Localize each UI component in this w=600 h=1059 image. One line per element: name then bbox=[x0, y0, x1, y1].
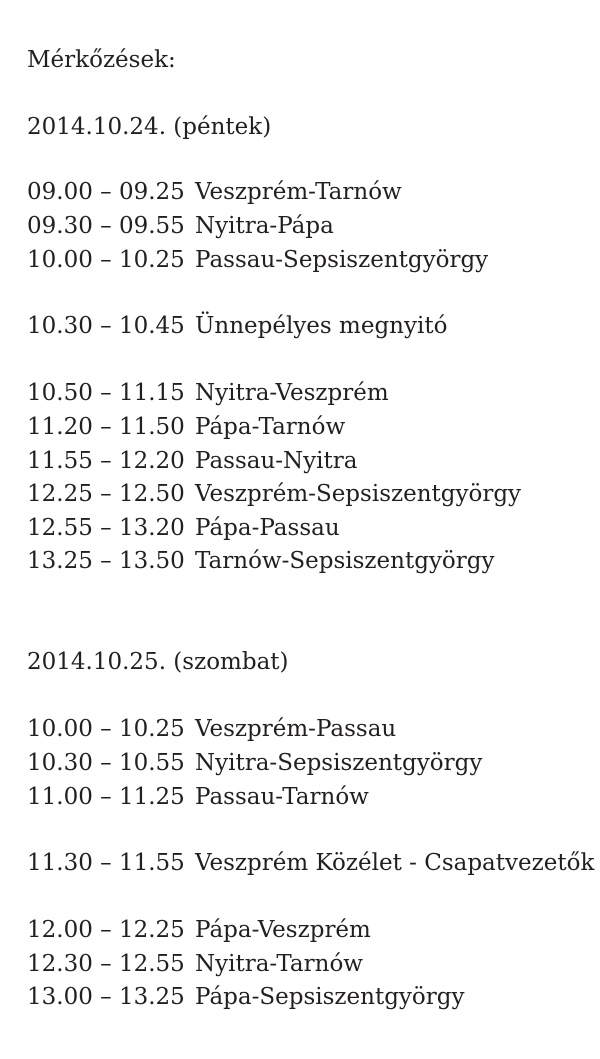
slot-match: Passau-Sepsiszentgyörgy bbox=[195, 247, 489, 273]
schedule-row bbox=[27, 782, 369, 812]
slot-match: Veszprém Közélet - Csapatvezetők bbox=[195, 850, 595, 876]
slot-time: 09.30 – 09.55 bbox=[27, 213, 185, 239]
slot-time: 10.30 – 10.45 bbox=[27, 313, 185, 339]
slot-time: 12.00 – 12.25 bbox=[27, 917, 185, 943]
schedule-row bbox=[27, 949, 363, 979]
schedule-row bbox=[27, 748, 482, 778]
slot-time: 09.00 – 09.25 bbox=[27, 179, 185, 205]
slot-time: 11.55 – 12.20 bbox=[27, 448, 185, 474]
schedule-row bbox=[27, 915, 371, 945]
schedule-row bbox=[27, 311, 447, 341]
slot-match: Nyitra-Sepsiszentgyörgy bbox=[195, 750, 483, 776]
schedule-row bbox=[27, 446, 357, 476]
schedule-row bbox=[27, 479, 521, 509]
slot-match: Veszprém-Passau bbox=[195, 716, 397, 742]
schedule-row bbox=[27, 211, 334, 241]
slot-time: 13.25 – 13.50 bbox=[27, 548, 185, 574]
slot-match: Nyitra-Tarnów bbox=[195, 951, 363, 977]
slot-time: 10.50 – 11.15 bbox=[27, 380, 185, 406]
schedule-row bbox=[27, 714, 396, 744]
slot-match: Pápa-Veszprém bbox=[195, 917, 371, 943]
schedule-row bbox=[27, 982, 464, 1012]
slot-match: Veszprém-Tarnów bbox=[195, 179, 402, 205]
slot-time: 10.30 – 10.55 bbox=[27, 750, 185, 776]
schedule-row bbox=[27, 412, 345, 442]
schedule-row bbox=[27, 245, 488, 275]
slot-match: Veszprém-Sepsiszentgyörgy bbox=[195, 481, 522, 507]
slot-match: Nyitra-Veszprém bbox=[195, 380, 389, 406]
day-heading-saturday: 2014.10.25. (szombat) bbox=[27, 649, 289, 675]
schedule-row bbox=[27, 546, 495, 576]
schedule-row bbox=[27, 177, 402, 207]
slot-time: 12.25 – 12.50 bbox=[27, 481, 185, 507]
slot-match: Pápa-Sepsiszentgyörgy bbox=[195, 984, 465, 1010]
slot-match: Nyitra-Pápa bbox=[195, 213, 334, 239]
slot-match: Passau-Nyitra bbox=[195, 448, 358, 474]
slot-match: Tarnów-Sepsiszentgyörgy bbox=[195, 548, 495, 574]
schedule-row bbox=[27, 848, 594, 878]
slot-time: 12.55 – 13.20 bbox=[27, 515, 185, 541]
slot-time: 11.00 – 11.25 bbox=[27, 784, 185, 810]
slot-match: Pápa-Tarnów bbox=[195, 414, 346, 440]
slot-match: Pápa-Passau bbox=[195, 515, 340, 541]
slot-time: 10.00 – 10.25 bbox=[27, 716, 185, 742]
slot-time: 11.20 – 11.50 bbox=[27, 414, 185, 440]
slot-time: 11.30 – 11.55 bbox=[27, 850, 185, 876]
day-heading-friday: 2014.10.24. (péntek) bbox=[27, 114, 272, 140]
slot-match: Ünnepélyes megnyitó bbox=[195, 313, 448, 339]
slot-time: 13.00 – 13.25 bbox=[27, 984, 185, 1010]
page-title: Mérkőzések: bbox=[27, 47, 176, 73]
slot-match: Passau-Tarnów bbox=[195, 784, 369, 810]
slot-time: 12.30 – 12.55 bbox=[27, 951, 185, 977]
slot-time: 10.00 – 10.25 bbox=[27, 247, 185, 273]
schedule-row bbox=[27, 513, 340, 543]
schedule-row bbox=[27, 378, 389, 408]
